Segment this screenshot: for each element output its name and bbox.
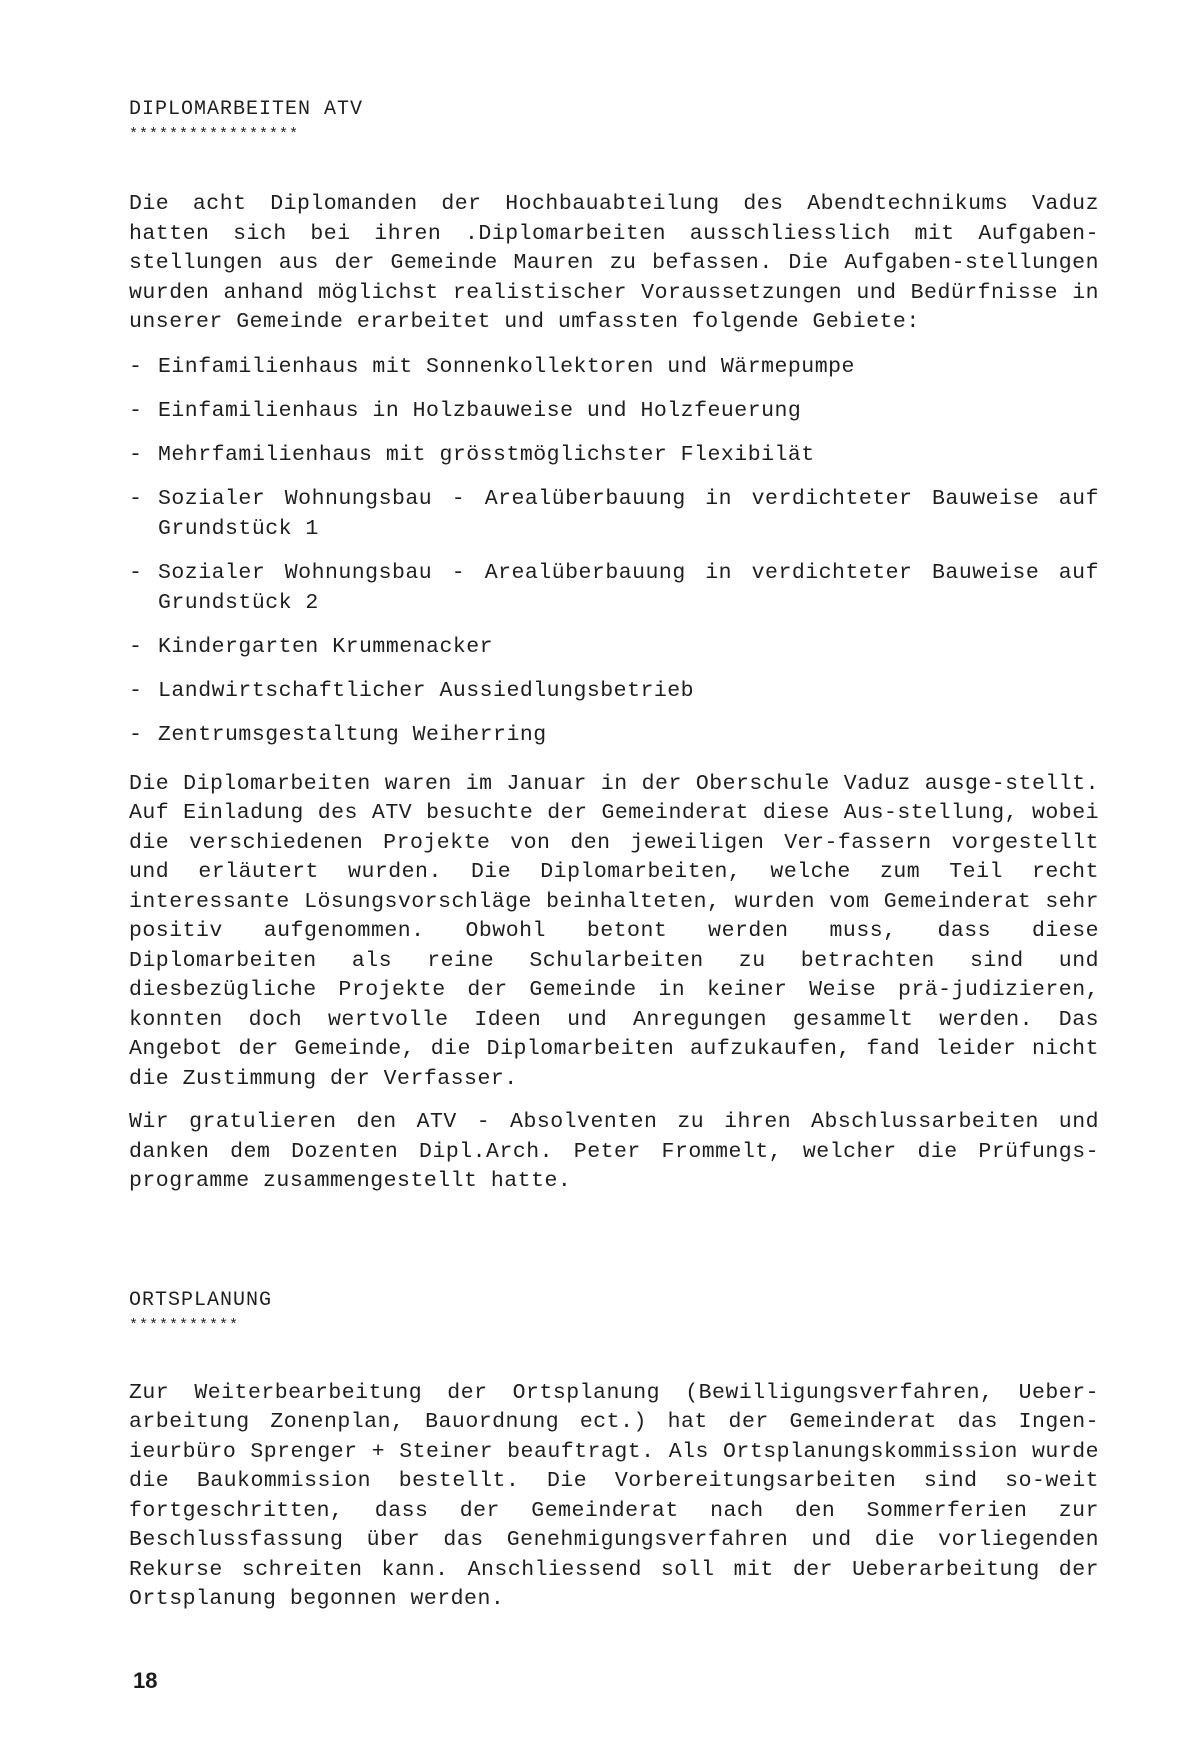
- list-item: - Sozialer Wohnungsbau - Arealüberbauung in verdichteter Bauweise auf Grundstück 1: [129, 486, 1099, 541]
- section-heading-ortsplanung: ORTSPLANUNG: [129, 1288, 273, 1312]
- list-item: - Zentrumsgestaltung Weiherring: [129, 722, 547, 747]
- heading-underline: ***********: [129, 1316, 240, 1334]
- topic-list: [129, 352, 1099, 750]
- section-heading-diplomarbeiten: DIPLOMARBEITEN ATV: [129, 98, 364, 121]
- body-paragraph: Die Diplomarbeiten waren im Januar in der Oberschule Vaduz ausge-stellt. Auf Einladung des ATV besuchte der Gemeinderat diese Aus-stellung, wobei die verschiedenen Projekte von den jeweiligen Ver-fassern vorgestellt und erläutert wurden. Die Diplomarbeiten, welche zum Teil recht interessante Lösungsvorschläge beinhalteten, wurden vom Gemeinderat sehr positiv aufgenommen. Obwohl betont werden muss, dass diese Diplomarbeiten als reine Schularbeiten zu betrachten sind und diesbezügliche Projekte der Gemeinde in keiner Weise prä-judizieren, konnten doch wertvolle Ideen und Anregungen gesammelt werden. Das Angebot der Gemeinde, die Diplomarbeiten aufzukaufen, fand leider nicht die Zustimmung der Verfasser.: [129, 771, 1099, 1091]
- ortsplanung-paragraph: Zur Weiterbearbeitung der Ortsplanung (Bewilligungsverfahren, Ueber-arbeitung Zonenplan, Bauordnung ect.) hat der Gemeinderat das Ingen-ieurbüro Sprenger + Steiner beauftragt. Als Ortsplanungskommission wurde die Baukommission bestellt. Die Vorbereitungsarbeiten sind so-weit fortgeschritten, dass der Gemeinderat nach den Sommerferien zur Beschlussfassung über das Genehmigungsverfahren und die vorliegenden Rekurse schreiten kann. Anschliessend soll mit der Ueberarbeitung der Ortsplanung begonnen werden.: [129, 1380, 1099, 1611]
- list-item: - Sozialer Wohnungsbau - Arealüberbauung in verdichteter Bauweise auf Grundstück 2: [129, 560, 1099, 615]
- intro-paragraph: Die acht Diplomanden der Hochbauabteilung des Abendtechnikums Vaduz hatten sich bei ihren .Diplomarbeiten ausschliesslich mit Aufgaben-stellungen aus der Gemeinde Mauren zu befassen. Die Aufgaben-stellungen wurden anhand möglichst realistischer Voraussetzungen und Bedürfnisse in unserer Gemeinde erarbeitet und umfassten folgende Gebiete:: [129, 192, 1099, 334]
- list-item: - Mehrfamilienhaus mit grösstmöglichster Flexibilät: [129, 442, 815, 467]
- list-item: - Kindergarten Krummenacker: [129, 634, 494, 659]
- heading-underline: *****************: [129, 126, 300, 143]
- list-item: - Einfamilienhaus mit Sonnenkollektoren und Wärmepumpe: [129, 354, 855, 379]
- document-page: [129, 98, 1099, 1615]
- list-item: - Einfamilienhaus in Holzbauweise und Holzfeuerung: [129, 398, 802, 423]
- closing-paragraph: Wir gratulieren den ATV - Absolventen zu ihren Abschlussarbeiten und danken dem Dozenten Dipl.Arch. Peter Frommelt, welcher die Prüfungs-programme zusammengestellt hatte.: [129, 1110, 1099, 1193]
- list-item: - Landwirtschaftlicher Aussiedlungsbetrieb: [129, 678, 695, 703]
- page-number: 18: [133, 1668, 158, 1693]
